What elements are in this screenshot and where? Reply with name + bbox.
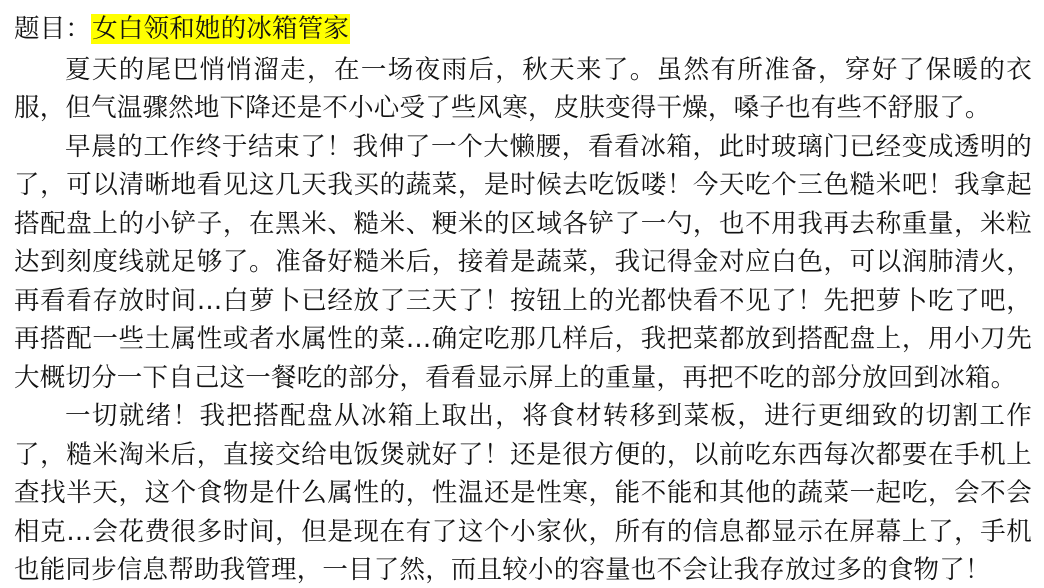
title-highlighted-text: 女白领和她的冰箱管家 [92, 14, 350, 44]
paragraph-1: 夏天的尾巴悄悄溜走，在一场夜雨后，秋天来了。虽然有所准备，穿好了保暖的衣服，但气温骤然地下降还是不小心受了些风寒，皮肤变得干燥，嗓子也有些不舒服了。 [14, 54, 1032, 123]
document-body [14, 10, 1032, 588]
title-label: 题目： [14, 14, 92, 44]
paragraph-2: 早晨的工作终于结束了！我伸了一个大懒腰，看看冰箱，此时玻璃门已经变成透明的了，可以清晰地看见这几天我买的蔬菜，是时候去吃饭喽！今天吃个三色糙米吧！我拿起搭配盘上的小铲子，在黑米、糙米、粳米的区域各铲了一勺，也不用我再去称重量，米粒达到刻度线就足够了。准备好糙米后，接着是蔬菜，我记得金对应白色，可以润肺清火，再看看存放时间…白萝卜已经放了三天了！按钮上的光都快看不见了！先把萝卜吃了吧，再搭配一些土属性或者水属性的菜…确定吃那几样后，我把菜都放到搭配盘上，用小刀先大概切分一下自己这一餐吃的部分，看看显示屏上的重量，再把不吃的部分放回到冰箱。 [14, 131, 1032, 393]
paragraph-3: 一切就绪！我把搭配盘从冰箱上取出，将食材转移到菜板，进行更细致的切割工作了，糙米淘米后，直接交给电饭煲就好了！还是很方便的，以前吃东西每次都要在手机上查找半天，这个食物是什么属性的，性温还是性寒，能不能和其他的蔬菜一起吃，会不会相克…会花费很多时间，但是现在有了这个小家伙，所有的信息都显示在屏幕上了，手机也能同步信息帮助我管理，一目了然，而且较小的容量也不会让我存放过多的食物了！ [14, 401, 1032, 585]
document-title-line [14, 10, 1032, 49]
